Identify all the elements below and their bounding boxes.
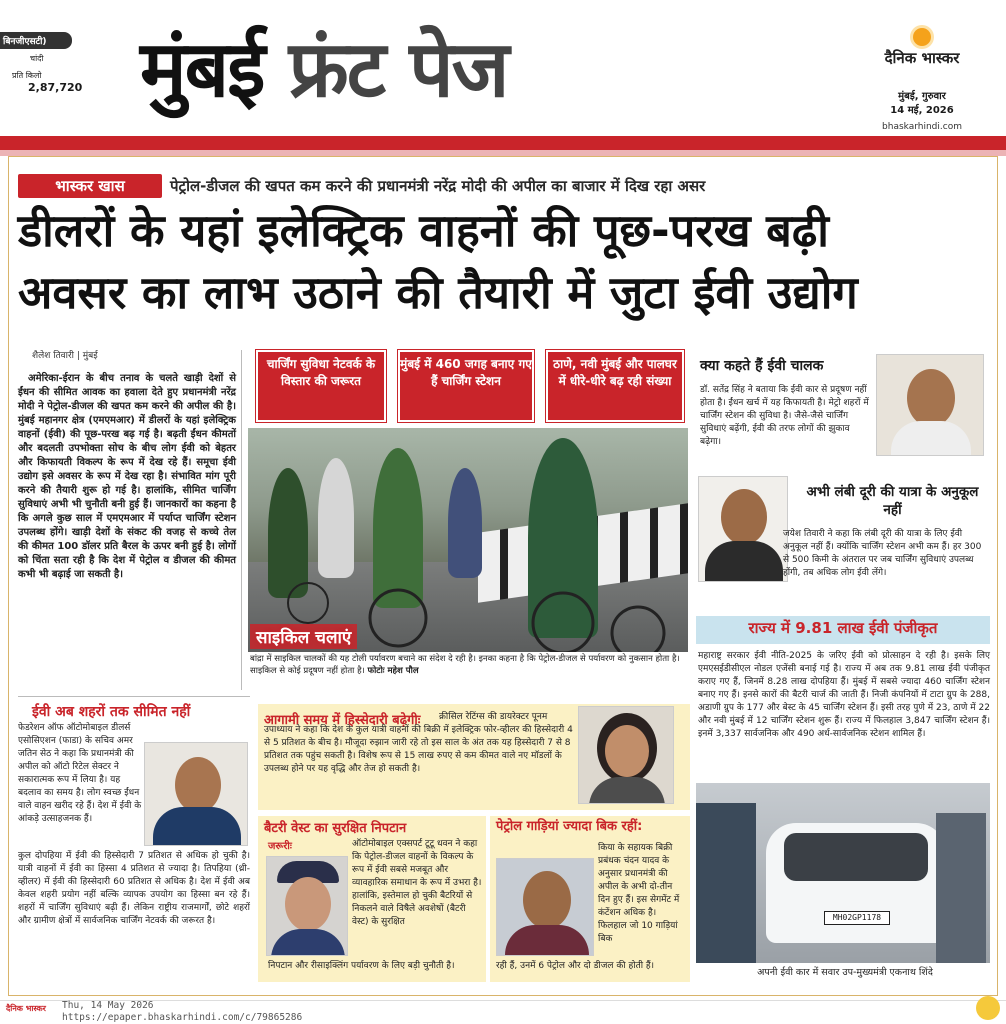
- bystander-figure: [936, 813, 986, 963]
- portrait-photo: [876, 354, 984, 456]
- lead-text: अमेरिका-ईरान के बीच तनाव के चलते खाड़ी देशों से ईंधन की सीमित आवक का हवाला देते हुए प्रधानमंत्री नरेंद्र मोदी ने पेट्रोल-डीजल की खपत कम करने की अपील की है। मुंबई महानगर क्षेत्र (एमएमआर) में डीलरों के यहां इलेक्ट्रिक वाहनों (ईवी) की पूछ-परख बढ़ गई है। बढ़ती ईंधन कीमतों और बदलती उपभोक्ता सोच के बीच लोग ईवी को बेहतर और किफायती विकल्प के रूप में देख रहे हैं। समूचा ईवी उद्योग इसे अवसर के रूप में देख रहा है। संभावित मांग पूरी करने की तैयारी शुरू हो गई है। हालांकि, सीमित चार्जिंग सुविधाएं अभी भी चुनौती बनी हुई हैं। जानकारों का कहना है कि अगले कुछ साल में एमएमआर में पर्याप्त चार्जिंग स्टेशन उपलब्ध होंगे। खाड़ी देशों के संकट की वजह से कच्चे तेल की कीमत 100 डॉलर प्रति बैरल के ऊपर बनी हुई है। लोगों को चिंता सता रही है कि देश में पेट्रोल व डीजल की कीमत कभी भी बढ़ाई जा सकती है।: [18, 373, 236, 580]
- ticker-value: 2,87,720: [28, 81, 83, 94]
- cyclists-photo: [248, 428, 688, 652]
- registration-heading: राज्य में 9.81 लाख ईवी पंजीकृत: [748, 619, 938, 637]
- footer-meta: [62, 1000, 302, 1024]
- share-heading: आगामी समय में हिस्सेदारी बढ़ेगीः: [264, 713, 421, 728]
- battery-subheading: जरूरीः: [268, 841, 292, 852]
- bicycle-wheels: [248, 428, 688, 652]
- section-rule: [18, 696, 250, 697]
- owl-icon[interactable]: [976, 996, 1000, 1020]
- shirt: [589, 777, 665, 804]
- bullet-item: ठाणे, नवी मुंबई और पालघर में धीरे-धीरे बढ़ रही संख्या: [546, 350, 684, 422]
- battery-text-continued: निपटान और रीसाइक्लिंग पर्यावरण के लिए बड़ी चुनौती है।: [268, 961, 455, 971]
- car-caption: अपनी ईवी कार में सवार उप-मुख्यमंत्री एकनाथ शिंदे: [757, 967, 933, 978]
- face: [175, 757, 221, 813]
- page-title: [140, 20, 507, 120]
- footer-logo: दैनिक भास्कर: [6, 1004, 46, 1013]
- car-photo: [696, 783, 990, 963]
- byline: शैलेश तिवारी | मुंबई: [32, 351, 98, 361]
- edition-date: 14 मई, 2026: [890, 105, 954, 116]
- cities-heading: ईवी अब शहरों तक सीमित नहीं: [32, 704, 191, 720]
- drivers-text: डॉ. सतेंद्र सिंह ने बताया कि ईवी कार से प्रदूषण नहीं होता है। ईंधन खर्च में यह किफायती है। मेट्रो शहरों में चार्जिंग स्टेशन की सुविधा है। जैसे-जैसे चार्जिंग सुविधाएं बढ़ेंगी, ईवी की तरफ लोगों की झुकाव बढ़ेगा।: [700, 385, 869, 447]
- sun-logo-icon: [913, 28, 931, 46]
- cities-text-continued: कुल दोपहिया में ईवी की हिस्सेदारी 7 प्रतिशत से अधिक हो चुकी है। यात्री वाहनों में ईवी का हिस्सा 4 प्रतिशत से ज्यादा है। तिपहिया (थ्री-व्हीलर) में ईवी की हिस्सेदारी 60 प्रतिशत से अधिक है। देश में ईवी अब केवल शहरी प्रयोग नहीं बल्कि व्यापक उपयोग का हिस्सा बन रहे हैं। शहरों में चार्जिंग सुविधाएं बढ़ी हैं। लेकिन राष्ट्रीय राजमार्गों, छोटे शहरों और ग्रामीण क्षेत्रों में सार्वजनिक चार्जिंग नेटवर्क की जरूरत है।: [18, 851, 250, 926]
- caption-text: बांद्रा में साइकिल चालकों की यह टोली पर्यावरण बचाने का संदेश दे रही है। इनका कहना है कि पेट्रोल-डीजल से पर्यावरण को नुकसान होता है। साइकिल से कोई प्रदूषण नहीं होता है।: [250, 654, 680, 676]
- epaper-link[interactable]: https://epaper.bhaskarhindi.com/c/79865286: [62, 1012, 303, 1023]
- suit: [153, 807, 241, 846]
- brand-block: [852, 28, 992, 132]
- long-distance-text: जयेश तिवारी ने कहा कि लंबी दूरी की यात्रा के लिए ईवी अनुकूल नहीं हैं। क्योंकि चार्जिंग स्टेशन अभी कम हैं। हर 300 से 500 किमी के अंतराल पर जब चार्जिंग सुविधाएं उपलब्ध होंगी, तब अधिक लोग ईवी लेंगे।: [783, 529, 982, 578]
- headline-line-2: अवसर का लाभ उठाने की तैयारी में जुटा ईवी उद्योग: [18, 266, 858, 319]
- drivers-heading: क्या कहते हैं ईवी चालक: [700, 358, 824, 374]
- petrol-heading: पेट्रोल गाड़ियां ज्यादा बिक रहीं:: [496, 819, 643, 834]
- petrol-text-continued: रही हैं, उनमें 6 पेट्रोल और दो डीजल की होती हैं।: [496, 961, 655, 971]
- lead-paragraph: [18, 372, 236, 582]
- brand-site: bhaskarhindi.com: [882, 122, 962, 132]
- silver-ticker: [0, 32, 83, 110]
- shirt: [505, 925, 589, 956]
- ticker-label: चांदी: [30, 54, 44, 63]
- number-plate: MH02GP1178: [824, 911, 890, 925]
- portrait-photo: [496, 858, 594, 956]
- kicker-tag: भास्कर खास: [18, 174, 162, 198]
- ticker-sub: प्रति किलो: [12, 71, 42, 80]
- portrait-photo: [698, 476, 788, 582]
- share-text: क्रीसिल रेटिंग्स की डायरेक्टर पूनम उपाध्याय ने कहा कि देश के कुल यात्री वाहनों की बिक्री में इलेक्ट्रिक फोर-व्हीलर की हिस्सेदारी 4 से 5 प्रतिशत के बीच है। मौजूदा रुझान जारी रहे तो इस साल के अंत तक यह हिस्सेदारी 7 से 8 प्रतिशत तक पहुंच सकती है। विशेष रूप से 15 लाख रुपए से कम कीमत वाले नए मॉडलों के उपलब्ध होने पर यह वृद्धि और तेज हो सकती है।: [264, 712, 573, 774]
- registration-text: महाराष्ट्र सरकार ईवी नीति-2025 के जरिए ईवी को प्रोत्साहन दे रही है। इसके लिए एमएसईडीसीएल नोडल एजेंसी बनाई गई है। राज्य में अब तक 9.81 लाख ईवी पंजीकृत कराए गए हैं, जिनमें 8.28 लाख दोपहिया हैं। मुंबई में सबसे ज्यादा 460 चार्जिंग स्टेशन बनाए गए हैं। इनसे कारों की बैटरी चार्ज की जाती हैं। निजी कंपनियों में टाटा ग्रुप के 288, अडाणी ग्रुप के 177 और बेस्ट के 45 चार्जिंग स्टेशन हैं। इसी तरह पुणे में 23, ठाणे में 22 और नवी मुंबई में 12 चार्जिंग स्टेशन शुरू हैं। राज्य में फिलहाल 3,847 चार्जिंग स्टेशन हैं। इनमें 3,337 सार्वजनिक और 490 अर्ध-सार्वजनिक स्टेशन शामिल हैं।: [698, 651, 990, 739]
- jacket: [271, 929, 345, 956]
- brand-name: दैनिक भास्कर: [884, 49, 960, 67]
- shirt: [891, 421, 971, 456]
- petrol-text: किया के सहायक बिक्री प्रबंधक चंदन यादव के अनुसार प्रधानमंत्री की अपील के अभी दो-तीन दिन हुए हैं। इस सेगमेंट में कंटेंशन अधिक है। फिलहाल जो 10 गाड़ियां बिक: [598, 843, 680, 944]
- title-city: मुंबई: [140, 25, 264, 115]
- photo-caption: [250, 653, 690, 677]
- title-section: फ्रंट पेज: [288, 25, 508, 115]
- portrait-photo: [144, 742, 248, 846]
- kicker: पेट्रोल-डीजल की खपत कम करने की प्रधानमंत्री नरेंद्र मोदी की अपील का बाजार में दिख रहा असर: [170, 177, 706, 195]
- portrait-photo: [578, 706, 674, 804]
- cities-text: फेडरेशन ऑफ ऑटोमोबाइल डीलर्स एसोसिएशन (फाडा) के सचिव अमर जतिन सेठ ने कहा कि प्रधानमंत्री की अपील को ऑटो रिटेल सेक्टर ने सकारात्मक रूप में लिया है। यह बदलाव का समय है। लोग स्वच्छ ईंधन वाले वाहन खरीद रहे हैं। देश में ईवी के आंकड़े उत्साहजनक हैं।: [18, 723, 142, 824]
- bullet-item: मुंबई में 460 जगह बनाए गए हैं चार्जिंग स्टेशन: [398, 350, 534, 422]
- battery-text: ऑटोमोबाइल एक्सपर्ट टूटू धवन ने कहा कि पेट्रोल-डीजल वाहनों के विकल्प के रूप में ईवी सबसे मजबूत और व्यावहारिक समाधान के रूप में उभरा है। हालांकि, इस्तेमाल हो चुकी बैटरियों से निकलने वाले विषैले अवशेषों (बैटरी वेस्ट) के सुरक्षित: [352, 839, 482, 927]
- portrait-photo: [266, 856, 348, 956]
- column-divider: [241, 350, 242, 690]
- masthead-rule: [0, 136, 1006, 150]
- bullet-strip: [248, 350, 688, 422]
- footer-date: Thu, 14 May 2026: [62, 1000, 154, 1011]
- jacket: [705, 541, 783, 582]
- face: [721, 489, 767, 545]
- long-distance-heading: अभी लंबी दूरी की यात्रा के अनुकूल नहीं: [806, 484, 979, 518]
- face: [605, 725, 649, 777]
- face: [907, 369, 955, 427]
- battery-heading: बैटरी वेस्ट का सुरक्षित निपटान: [264, 821, 407, 836]
- edition-city: मुंबई, गुरुवार: [898, 91, 946, 102]
- face: [285, 877, 331, 931]
- bullet-item: चार्जिंग सुविधा नेटवर्क के विस्तार की जरूरत: [256, 350, 386, 422]
- photo-credit: फोटोः महेश पौल: [367, 666, 419, 676]
- car-windshield: [784, 833, 928, 881]
- bystander-figure: [696, 803, 756, 963]
- face: [523, 871, 571, 929]
- photo-tag: साइकिल चलाएं: [250, 624, 357, 649]
- ticker-tag: बिनजीएसटी): [0, 32, 72, 49]
- headline-line-1: डीलरों के यहां इलेक्ट्रिक वाहनों की पूछ-परख बढ़ी: [18, 204, 829, 257]
